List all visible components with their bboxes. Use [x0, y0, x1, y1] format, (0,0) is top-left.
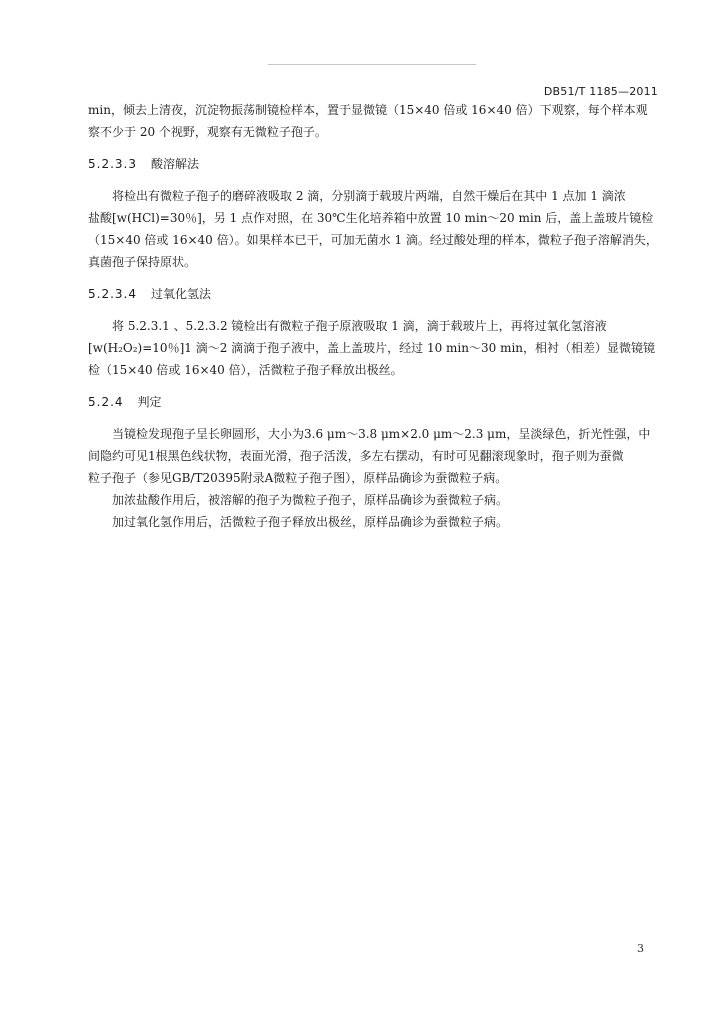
paragraph-line: 加浓盐酸作用后，被溶解的孢子为微粒子孢子，原样品确诊为蚕微粒子病。: [112, 493, 509, 507]
section-number: 5.2.4: [88, 395, 124, 409]
paragraph-line: 察不少于 20 个视野，观察有无微粒子孢子。: [88, 125, 327, 139]
section-title: 判定: [137, 395, 162, 409]
header-rule: [268, 64, 476, 65]
paragraph-line: （15×40 倍或 16×40 倍）。如果样本已干，可加无菌水 1 滴。经过酸处理的样本，微粒子孢子溶解消失，: [88, 233, 658, 247]
paragraph-line: min，倾去上清夜，沉淀物振荡制镜检样本，置于显微镜（15×40 倍或 16×40 倍）下观察，每个样本观: [88, 103, 648, 117]
paragraph-line: 粒子孢子（参见GB/T20395附录A微粒子孢子图），原样品确诊为蚕微粒子病。: [88, 471, 508, 485]
paragraph-line: [w(H₂O₂)=10％]1 滴～2 滴滴于孢子液中，盖上盖玻片，经过 10 min～30 min，相衬（相差）显微镜镜: [88, 341, 656, 355]
section-heading-5-2-3-4: [88, 283, 660, 305]
paragraph-line: 将检出有微粒子孢子的磨碎液吸取 2 滴，分别滴于载玻片两端，自然干燥后在其中 1 点加 1 滴浓: [112, 189, 626, 203]
document-code: DB51/T 1185—2011: [543, 85, 658, 98]
paragraph-line: 盐酸[w(HCl)=30％]，另 1 点作对照，在 30℃生化培养箱中放置 10 min～20 min 后，盖上盖玻片镜检: [88, 211, 654, 225]
paragraph-line: 真菌孢子保持原状。: [88, 255, 197, 269]
section-heading-5-2-4: [88, 391, 660, 413]
section-number: 5.2.3.4: [88, 287, 137, 301]
section-number: 5.2.3.3: [88, 157, 137, 171]
paragraph-line: 当镜检发现孢子呈长卵圆形，大小为3.6 μm～3.8 μm×2.0 μm～2.3 μm，呈淡绿色，折光性强，中: [112, 427, 651, 441]
paragraph-line: 加过氧化氢作用后，活微粒子孢子释放出极丝，原样品确诊为蚕微粒子病。: [112, 515, 509, 529]
paragraph-line: 间隐约可见1根黑色线状物，表面光滑，孢子活泼，多左右摆动，有时可见翻滚现象时，孢子则为蚕微: [88, 449, 624, 463]
paragraph-line: 将 5.2.3.1 、5.2.3.2 镜检出有微粒子孢子原液吸取 1 滴，滴于载玻片上，再将过氧化氢溶液: [112, 319, 607, 333]
document-body: [88, 99, 660, 533]
section-title: 过氧化氢法: [150, 287, 211, 301]
page-number: 3: [637, 942, 644, 955]
section-heading-5-2-3-3: [88, 153, 660, 175]
section-title: 酸溶解法: [150, 157, 199, 171]
paragraph-line: 检（15×40 倍或 16×40 倍），活微粒子孢子释放出极丝。: [88, 363, 403, 377]
